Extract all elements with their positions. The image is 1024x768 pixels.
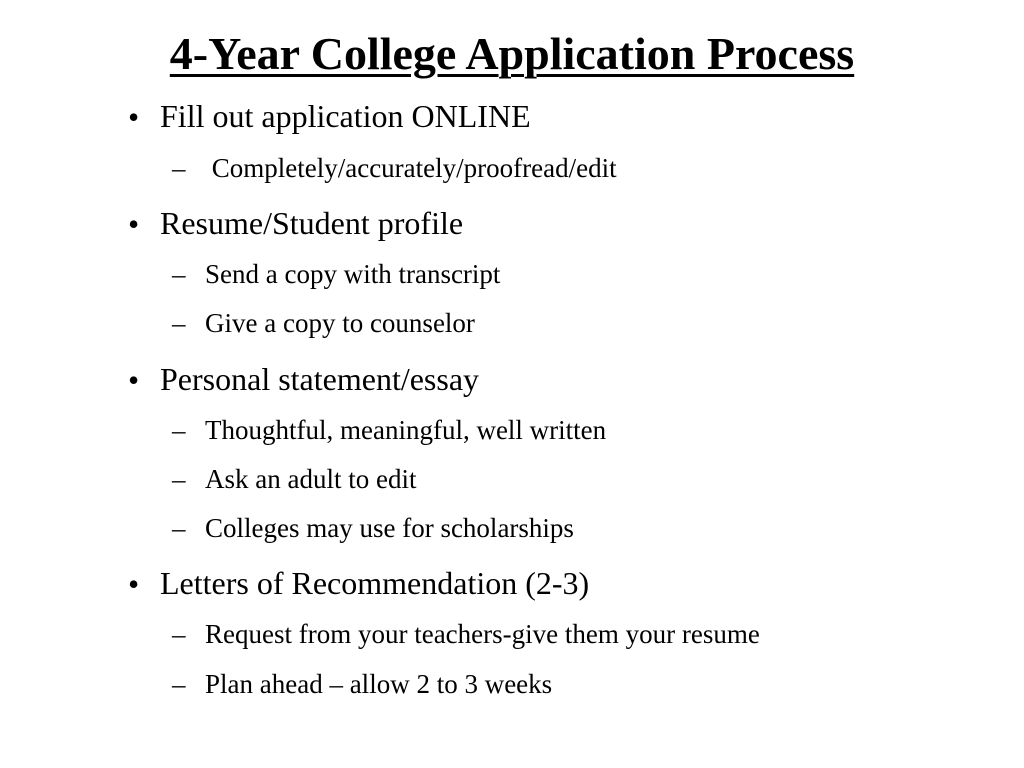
dash-icon: – <box>172 669 186 699</box>
sub-bullet-text: Ask an adult to edit <box>205 464 417 494</box>
dash-icon: – <box>172 619 186 649</box>
bullet-icon: • <box>128 566 140 602</box>
bullet-icon: • <box>128 206 140 242</box>
sub-bullet-text: Thoughtful, meaningful, well written <box>205 415 607 445</box>
dash-icon: – <box>172 259 186 289</box>
dash-icon: – <box>172 153 186 183</box>
sub-bullet-text: Plan ahead – allow 2 to 3 weeks <box>205 669 553 699</box>
bullet-text: Personal statement/essay <box>160 361 480 397</box>
bullet-icon: • <box>128 99 140 135</box>
sub-bullet-text: Send a copy with transcript <box>205 259 501 289</box>
bullet-text: Letters of Recommendation (2-3) <box>160 565 590 601</box>
sub-bullet-text: Completely/accurately/proofread/edit <box>205 153 617 183</box>
dash-icon: – <box>172 513 186 543</box>
bullet-icon: • <box>128 362 140 398</box>
sub-bullet-text: Colleges may use for scholarships <box>205 513 574 543</box>
dash-icon: – <box>172 308 186 338</box>
bullet-text: Fill out application ONLINE <box>160 98 531 134</box>
dash-icon: – <box>172 464 186 494</box>
sub-bullet-text: Give a copy to counselor <box>205 308 475 338</box>
slide-title: 4-Year College Application Process <box>169 28 855 79</box>
bullet-text: Resume/Student profile <box>160 205 464 241</box>
sub-bullet-text: Request from your teachers-give them your resume <box>205 619 760 649</box>
dash-icon: – <box>172 415 186 445</box>
